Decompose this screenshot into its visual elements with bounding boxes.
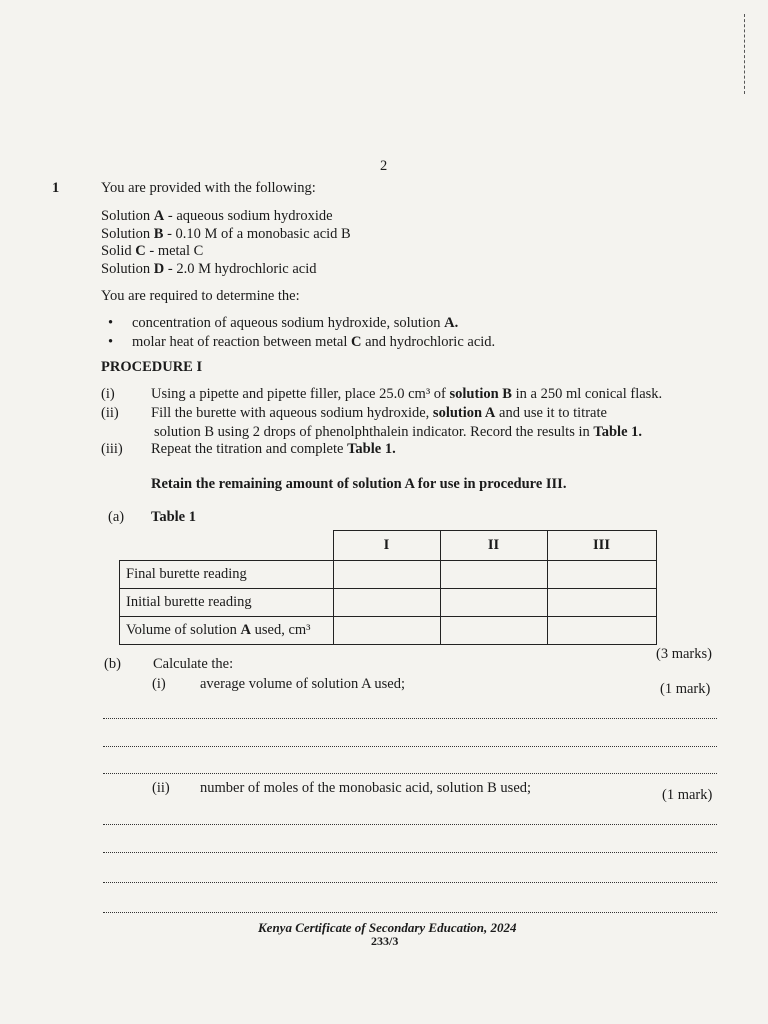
margin-perforation bbox=[744, 14, 747, 94]
answer-line[interactable] bbox=[103, 850, 717, 853]
page-number: 2 bbox=[380, 158, 388, 174]
answer-cell[interactable] bbox=[333, 589, 440, 617]
solution-a: Solution A - aqueous sodium hydroxide bbox=[101, 208, 333, 224]
step-i: (i) Using a pipette and pipette filler, place 25.0 cm³ of solution B in a 250 ml conical flask. bbox=[101, 386, 663, 402]
row-label: Volume of solution A used, cm³ bbox=[120, 617, 334, 645]
table-row bbox=[120, 561, 657, 589]
answer-cell[interactable] bbox=[440, 617, 547, 645]
step-iii: (iii) Repeat the titration and complete Table 1. bbox=[101, 441, 396, 457]
answer-cell[interactable] bbox=[440, 589, 547, 617]
column-header: II bbox=[440, 531, 547, 561]
solid-c: Solid C - metal C bbox=[101, 243, 204, 259]
answer-cell[interactable] bbox=[547, 561, 656, 589]
table-row bbox=[120, 617, 657, 645]
bullet-icon: • bbox=[108, 315, 114, 331]
calculate-heading: Calculate the: bbox=[153, 656, 234, 672]
table-row bbox=[120, 589, 657, 617]
table-marks: (3 marks) bbox=[656, 646, 712, 662]
footer-exam-title: Kenya Certificate of Secondary Education, 2024 bbox=[258, 920, 517, 935]
answer-line[interactable] bbox=[103, 716, 717, 719]
retain-note: Retain the remaining amount of solution A for use in procedure III. bbox=[151, 476, 567, 492]
part-a-label: (a) bbox=[108, 509, 125, 525]
solutions-list bbox=[101, 208, 351, 278]
table-header-row bbox=[120, 531, 657, 561]
sub-i-number: (i) bbox=[152, 676, 166, 692]
answer-cell[interactable] bbox=[333, 561, 440, 589]
answer-line[interactable] bbox=[103, 822, 717, 825]
question-intro: You are provided with the following: bbox=[101, 180, 316, 196]
sub-i-marks: (1 mark) bbox=[660, 681, 711, 697]
objective-item: • concentration of aqueous sodium hydroxide, solution A. bbox=[108, 315, 459, 331]
solution-d: Solution D - 2.0 M hydrochloric acid bbox=[101, 260, 317, 277]
column-header: I bbox=[333, 531, 440, 561]
sub-ii-number: (ii) bbox=[152, 780, 170, 796]
row-label: Final burette reading bbox=[120, 561, 334, 589]
objectives-list bbox=[108, 314, 495, 352]
solution-b: Solution B - 0.10 M of a monobasic acid B bbox=[101, 225, 351, 242]
answer-cell[interactable] bbox=[547, 617, 656, 645]
objective-item: • molar heat of reaction between metal C and hydrochloric acid. bbox=[108, 334, 496, 350]
required-intro: You are required to determine the: bbox=[101, 288, 300, 304]
answer-cell[interactable] bbox=[333, 617, 440, 645]
sub-i-text: average volume of solution A used; bbox=[200, 676, 405, 692]
footer-paper-code: 233/3 bbox=[371, 934, 399, 948]
sub-ii-marks: (1 mark) bbox=[662, 787, 713, 803]
column-header: III bbox=[547, 531, 656, 561]
answer-cell[interactable] bbox=[547, 589, 656, 617]
part-b-label: (b) bbox=[104, 656, 121, 672]
table-label: Table 1 bbox=[151, 509, 196, 525]
bullet-icon: • bbox=[108, 334, 114, 350]
answer-line[interactable] bbox=[103, 771, 717, 774]
sub-ii-text: number of moles of the monobasic acid, solution B used; bbox=[200, 780, 532, 796]
procedure-title: PROCEDURE I bbox=[101, 359, 203, 375]
step-ii: (ii) Fill the burette with aqueous sodium hydroxide, solution A and use it to titrate solution B using 2 drops of phenolphthalein indicator. Record the results in Table 1. bbox=[101, 405, 643, 440]
answer-line[interactable] bbox=[103, 910, 717, 913]
row-label: Initial burette reading bbox=[120, 589, 334, 617]
answer-line[interactable] bbox=[103, 880, 717, 883]
results-table bbox=[119, 530, 657, 645]
question-number: 1 bbox=[52, 180, 60, 196]
answer-line[interactable] bbox=[103, 744, 717, 747]
answer-cell[interactable] bbox=[440, 561, 547, 589]
